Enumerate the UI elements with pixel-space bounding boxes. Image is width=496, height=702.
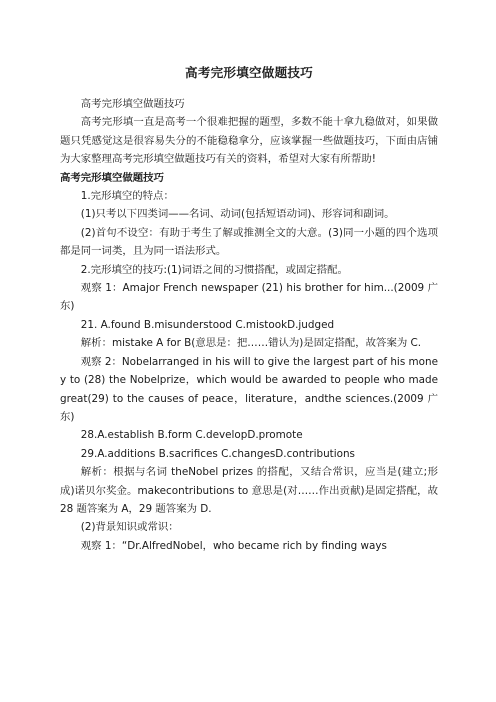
paragraph: (2)首句不设空：有助于考生了解或推测全文的大意。(3)同一小题的四个选项都是同一词类，且为同一语法形式。 <box>60 226 438 258</box>
paragraph: 29.A.additions B.sacrifices C.changesD.contributions <box>80 447 355 460</box>
paragraph: 高考完形填空做题技巧 <box>60 171 164 184</box>
document-body <box>60 95 438 555</box>
paragraph: 2.完形填空的技巧:(1)词语之间的习惯搭配，或固定搭配。 <box>80 263 348 276</box>
paragraph: 高考完形填空做题技巧 <box>80 98 185 110</box>
paragraph: 1.完形填空的特点： <box>80 190 174 203</box>
paragraph: 解析：根据与名词 theNobel prizes 的搭配，又结合常识，应当是(建立;形成)诺贝尔奖金。makecontributions to 意思是(对……作出贡献)是固定搭配，故 28 题答案为 A，29 题答案为 D. <box>60 466 438 515</box>
paragraph: 28.A.establish B.form C.developD.promote <box>80 429 303 442</box>
paragraph: 解析：mistake A for B(意思是：把……错认为)是固定搭配，故答案为 C. <box>80 337 422 350</box>
document-title: 高考完形填空做题技巧 <box>185 65 313 80</box>
paragraph: 21. A.found B.misunderstood C.mistookD.judged <box>80 318 335 331</box>
paragraph: 高考完形填一直是高考一个很难把握的题型，多数不能十拿九稳做对，如果做题只凭感觉这是很容易失分的不能稳稳拿分，应该掌握一些做题技巧，下面由店铺为大家整理高考完形填空做题技巧有关的资料，希望对大家有所帮助! <box>60 116 438 166</box>
paragraph: 观察 2：Nobelarranged in his will to give the largest part of his money to (28) the Nobelprize，which would be awarded to people who made great(29) to the causes of peace，literature，andthe sciences.(2009 广东) <box>60 355 438 423</box>
paragraph: (1)只考以下四类词——名词、动词(包括短语动词)、形容词和副词。 <box>80 208 395 221</box>
paragraph: 观察 1：Amajor French newspaper (21) his brother for him...(2009 广东) <box>60 282 438 313</box>
paragraph: (2)背景知识或常识： <box>80 521 179 534</box>
paragraph: 观察 1：“Dr.AlfredNobel，who became rich by finding ways <box>80 539 387 552</box>
